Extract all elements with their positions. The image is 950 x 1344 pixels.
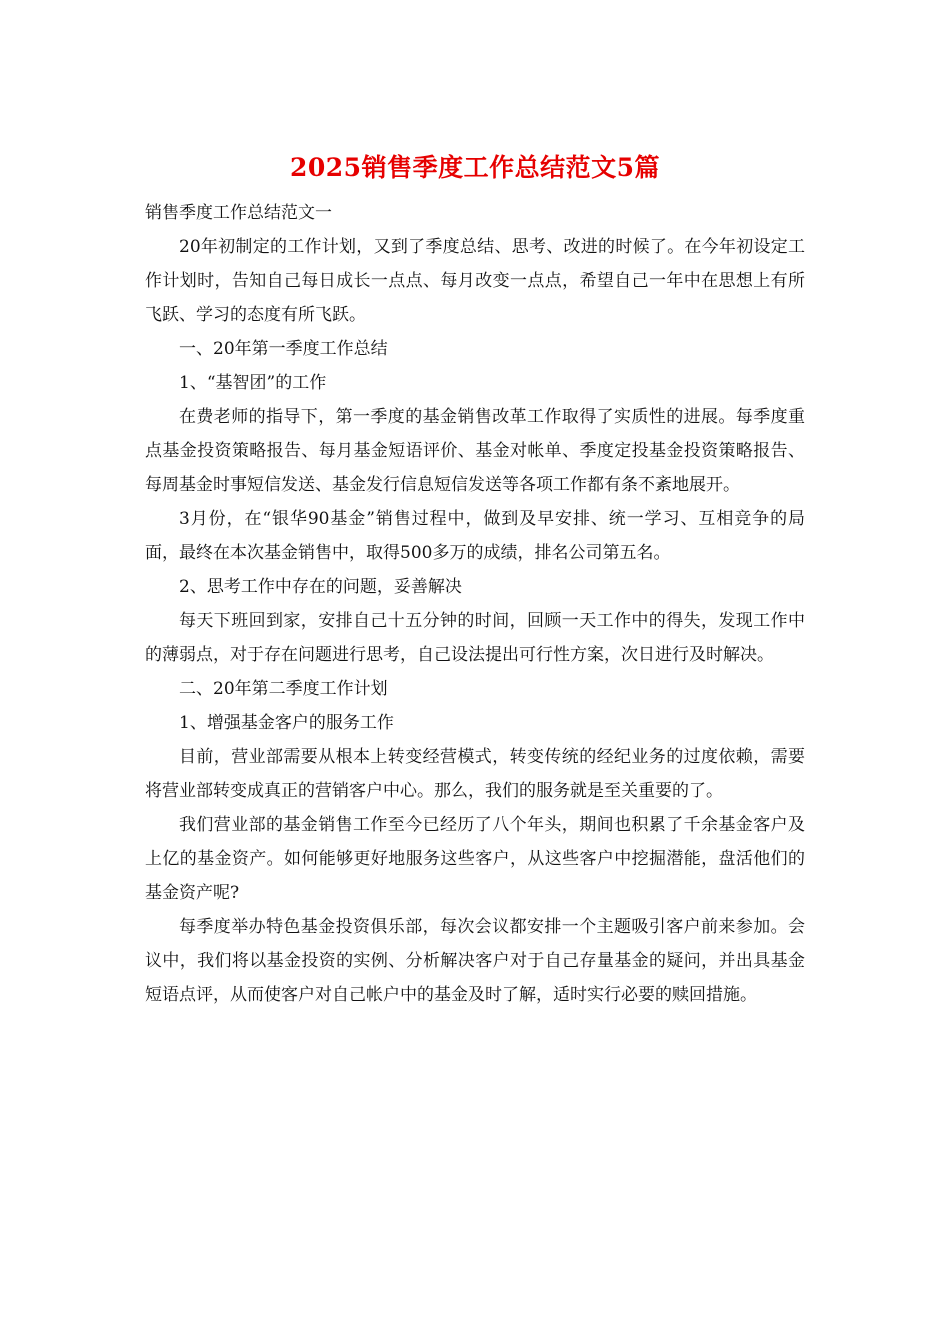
subsection-heading: 2、思考工作中存在的问题，妥善解决	[179, 577, 462, 597]
body-paragraph: 目前，营业部需要从根本上转变经营模式，转变传统的经纪业务的过度依赖，需要将营业部转变成真正的营销客户中心。那么，我们的服务就是至关重要的了。	[145, 747, 805, 801]
document-body	[145, 196, 805, 1012]
body-paragraph: 20年初制定的工作计划，又到了季度总结、思考、改进的时候了。在今年初设定工作计划时，告知自己每日成长一点点、每月改变一点点，希望自己一年中在思想上有所飞跃、学习的态度有所飞跃。	[145, 237, 805, 325]
body-paragraph: 在费老师的指导下，第一季度的基金销售改革工作取得了实质性的进展。每季度重点基金投资策略报告、每月基金短语评价、基金对帐单、季度定投基金投资策略报告、每周基金时事短信发送、基金发行信息短信发送等各项工作都有条不紊地展开。	[145, 407, 805, 495]
body-paragraph: 3月份，在“银华90基金”销售过程中，做到及早安排、统一学习、互相竞争的局面，最终在本次基金销售中，取得500多万的成绩，排名公司第五名。	[145, 509, 805, 563]
body-paragraph: 每季度举办特色基金投资俱乐部，每次会议都安排一个主题吸引客户前来参加。会议中，我们将以基金投资的实例、分析解决客户对于自己存量基金的疑问，并出具基金短语点评，从而使客户对自己帐户中的基金及时了解，适时实行必要的赎回措施。	[145, 917, 805, 1005]
subsection-heading: 1、增强基金客户的服务工作	[179, 713, 394, 733]
section-heading: 二、20年第二季度工作计划	[179, 679, 388, 699]
subsection-heading: 1、“基智团”的工作	[179, 373, 327, 393]
section-heading: 销售季度工作总结范文一	[145, 203, 332, 223]
section-heading: 一、20年第一季度工作总结	[179, 339, 388, 359]
document-title: 2025销售季度工作总结范文5篇	[290, 153, 660, 182]
body-paragraph: 我们营业部的基金销售工作至今已经历了八个年头，期间也积累了千余基金客户及上亿的基金资产。如何能够更好地服务这些客户，从这些客户中挖掘潜能，盘活他们的基金资产呢?	[145, 815, 805, 903]
body-paragraph: 每天下班回到家，安排自己十五分钟的时间，回顾一天工作中的得失，发现工作中的薄弱点，对于存在问题进行思考，自己设法提出可行性方案，次日进行及时解决。	[145, 611, 805, 665]
